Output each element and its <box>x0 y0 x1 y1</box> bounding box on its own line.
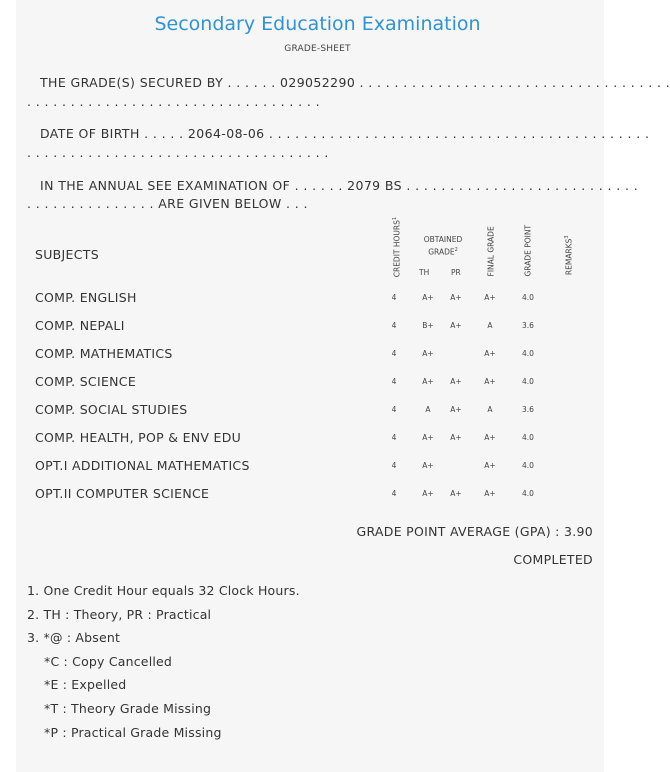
credit-hours-label: CREDIT HOURS <box>392 220 402 278</box>
subject-name: COMP. HEALTH, POP & ENV EDU <box>35 430 242 445</box>
final-grade: A+ <box>484 433 496 442</box>
theory-grade: A+ <box>422 461 434 470</box>
grade-point: 3.6 <box>522 405 534 414</box>
table-row <box>0 430 635 450</box>
table-row <box>0 290 635 310</box>
theory-grade: A+ <box>422 349 434 358</box>
final-grade: A+ <box>484 489 496 498</box>
remarks-sup: 3 <box>563 235 570 239</box>
note-item: *E : Expelled <box>44 677 127 692</box>
subjects-header: SUBJECTS <box>35 247 99 262</box>
subject-name: COMP. SOCIAL STUDIES <box>35 402 188 417</box>
grade-point: 4.0 <box>522 433 534 442</box>
credit-hours: 4 <box>391 321 397 330</box>
remarks-header <box>563 230 574 280</box>
note-item: *P : Practical Grade Missing <box>44 725 222 740</box>
th-header: TH <box>419 268 430 277</box>
subject-name: COMP. MATHEMATICS <box>35 346 173 361</box>
table-row <box>0 486 635 506</box>
practical-grade: A+ <box>450 321 462 330</box>
final-grade: A <box>487 321 493 330</box>
subject-name: COMP. NEPALI <box>35 318 125 333</box>
given-below-line: . . . . . . . . . . . . . . . ARE GIVEN BELOW . . . <box>27 196 308 211</box>
gpa-summary: GRADE POINT AVERAGE (GPA) : 3.90 <box>356 524 593 539</box>
symbol-number: 029052290 <box>280 75 356 90</box>
obtained-sup: 2 <box>454 247 458 253</box>
grade-point-header <box>523 224 533 277</box>
page-title: Secondary Education Examination <box>154 13 481 35</box>
note-item: *C : Copy Cancelled <box>44 654 173 669</box>
obtained-label: OBTAINED <box>423 235 463 244</box>
final-grade-header <box>486 226 496 277</box>
remarks-label: REMARKS <box>564 238 574 276</box>
page-subtitle: GRADE-SHEET <box>284 44 351 54</box>
grade-point: 4.0 <box>522 349 534 358</box>
theory-grade: A <box>425 405 431 414</box>
subject-name: COMP. ENGLISH <box>35 290 137 305</box>
table-row <box>0 458 635 478</box>
credit-hours: 4 <box>391 293 397 302</box>
exam-label: IN THE ANNUAL SEE EXAMINATION OF <box>40 178 291 193</box>
note-item: 2. TH : Theory, PR : Practical <box>27 607 212 622</box>
practical-grade: A+ <box>450 489 462 498</box>
note-item: *T : Theory Grade Missing <box>44 701 212 716</box>
credit-hours: 4 <box>391 405 397 414</box>
table-row <box>0 402 635 422</box>
table-row <box>0 346 635 366</box>
dob-line: DATE OF BIRTH . . . . . 2064-08-06 . . . . . . . . . . . . . . . . . . . . . . . . . . . . . . . . . . . . . . . . . . . . <box>40 126 650 141</box>
exam-year: 2079 BS <box>347 178 402 193</box>
dob-value: 2064-08-06 <box>187 126 265 141</box>
dob-label: DATE OF BIRTH <box>40 126 140 141</box>
obtained-grade-header <box>414 234 472 258</box>
final-grade-label: FINAL GRADE <box>486 226 496 277</box>
dots-line: . . . . . . . . . . . . . . . . . . . . . . . . . . . . . . . . . . . <box>27 145 329 160</box>
credit-hours: 4 <box>391 377 397 386</box>
credit-sup: 1 <box>391 216 398 221</box>
final-grade: A+ <box>484 293 496 302</box>
credit-hours: 4 <box>391 489 397 498</box>
pr-header: PR <box>451 268 461 277</box>
credit-hours: 4 <box>391 461 397 470</box>
subject-name: OPT.I ADDITIONAL MATHEMATICS <box>35 458 250 473</box>
credit-hours-header <box>391 216 402 278</box>
subject-name: OPT.II COMPUTER SCIENCE <box>35 486 210 501</box>
final-grade: A <box>487 405 493 414</box>
theory-grade: A+ <box>422 433 434 442</box>
grade-point: 4.0 <box>522 293 534 302</box>
dots-line: . . . . . . . . . . . . . . . . . . . . . . . . . . . . . . . . . . <box>27 94 321 109</box>
credit-hours: 4 <box>391 349 397 358</box>
theory-grade: A+ <box>422 377 434 386</box>
theory-grade: A+ <box>422 489 434 498</box>
grade-point: 4.0 <box>522 461 534 470</box>
subject-name: COMP. SCIENCE <box>35 374 137 389</box>
grade-point: 3.6 <box>522 321 534 330</box>
result-status: COMPLETED <box>513 552 593 567</box>
table-row <box>0 374 635 394</box>
secured-by-label: THE GRADE(S) SECURED BY <box>40 75 224 90</box>
theory-grade: B+ <box>422 321 434 330</box>
note-item: 3. *@ : Absent <box>27 630 121 645</box>
credit-hours: 4 <box>391 433 397 442</box>
theory-grade: A+ <box>422 293 434 302</box>
practical-grade: A+ <box>450 293 462 302</box>
given-below-label: ARE GIVEN BELOW <box>158 196 282 211</box>
grade-point: 4.0 <box>522 489 534 498</box>
final-grade: A+ <box>484 461 496 470</box>
note-item: 1. One Credit Hour equals 32 Clock Hours. <box>27 583 300 598</box>
practical-grade: A+ <box>450 405 462 414</box>
grade-point-label: GRADE POINT <box>523 224 533 277</box>
final-grade: A+ <box>484 377 496 386</box>
table-row <box>0 318 635 338</box>
secured-by-line: THE GRADE(S) SECURED BY . . . . . . 029052290 . . . . . . . . . . . . . . . . . . . . . . . . . . . . . . . . . . . . <box>40 75 670 90</box>
grade-label: GRADE <box>428 247 455 257</box>
grade-point: 4.0 <box>522 377 534 386</box>
practical-grade: A+ <box>450 433 462 442</box>
exam-line: IN THE ANNUAL SEE EXAMINATION OF . . . . . . 2079 BS . . . . . . . . . . . . . . . . . . . . . . . . . . . <box>40 178 639 193</box>
practical-grade: A+ <box>450 377 462 386</box>
final-grade: A+ <box>484 349 496 358</box>
